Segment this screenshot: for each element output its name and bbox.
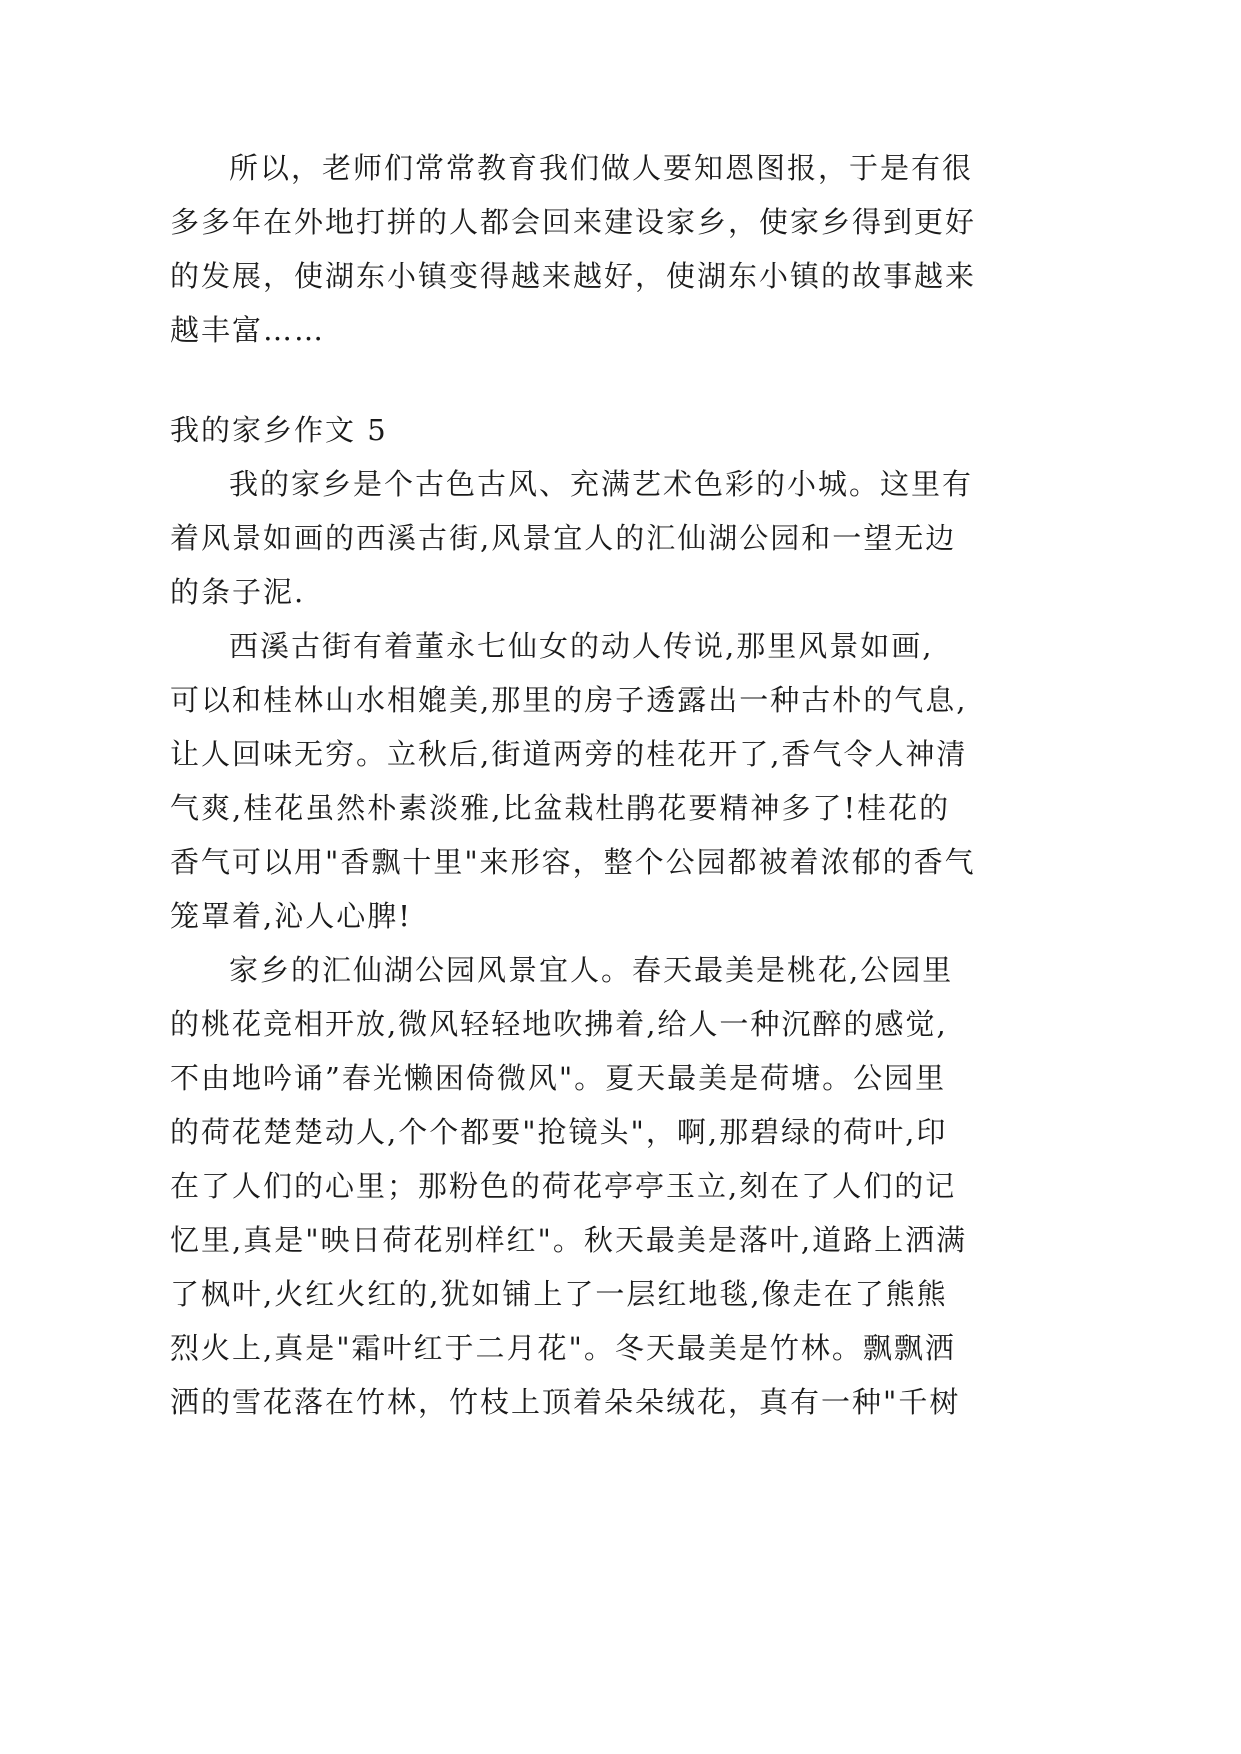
paragraph-1-line-2: 多多年在外地打拼的人都会回来建设家乡，使家乡得到更好	[170, 205, 977, 239]
paragraph-4-line-5: 在了人们的心里；那粉色的荷花亭亭玉立,刻在了人们的记	[170, 1169, 957, 1203]
paragraph-1-line-1: 所以，老师们常常教育我们做人要知恩图报，于是有很	[229, 151, 974, 185]
paragraph-2-line-3: 的条子泥.	[170, 575, 306, 609]
paragraph-4-line-9: 洒的雪花落在竹林，竹枝上顶着朵朵绒花，真有一种"千树	[170, 1385, 961, 1419]
paragraph-3-line-6: 笼罩着,沁人心脾!	[170, 899, 412, 933]
paragraph-4-line-7: 了枫叶,火红火红的,犹如铺上了一层红地毯,像走在了熊熊	[170, 1277, 948, 1311]
paragraph-2-line-2: 着风景如画的西溪古街,风景宜人的汇仙湖公园和一望无边	[170, 521, 957, 555]
paragraph-4-line-8: 烈火上,真是"霜叶红于二月花"。冬天最美是竹林。飘飘洒	[170, 1331, 956, 1365]
paragraph-1-line-4: 越丰富……	[170, 313, 326, 347]
paragraph-4-line-4: 的荷花楚楚动人,个个都要"抢镜头"，啊,那碧绿的荷叶,印	[170, 1115, 948, 1149]
paragraph-3-line-5: 香气可以用"香飘十里"来形容，整个公园都被着浓郁的香气	[170, 845, 976, 879]
paragraph-2-line-1: 我的家乡是个古色古风、充满艺术色彩的小城。这里有	[229, 467, 974, 501]
paragraph-4-line-2: 的桃花竞相开放,微风轻轻地吹拂着,给人一种沉醉的感觉,	[170, 1007, 948, 1041]
paragraph-3-line-3: 让人回味无穷。立秋后,街道两旁的桂花开了,香气令人神清	[170, 737, 968, 771]
paragraph-4-line-3: 不由地吟诵”春光懒困倚微风"。夏天最美是荷塘。公园里	[170, 1061, 947, 1095]
section-title: 我的家乡作文 5	[170, 413, 388, 447]
paragraph-4-line-1: 家乡的汇仙湖公园风景宜人。春天最美是桃花,公园里	[229, 953, 954, 987]
paragraph-1-line-3: 的发展，使湖东小镇变得越来越好，使湖东小镇的故事越来	[170, 259, 977, 293]
paragraph-3-line-2: 可以和桂林山水相媲美,那里的房子透露出一种古朴的气息,	[170, 683, 968, 717]
paragraph-3-line-4: 气爽,桂花虽然朴素淡雅,比盆栽杜鹃花要精神多了!桂花的	[170, 791, 951, 825]
paragraph-3-line-1: 西溪古街有着董永七仙女的动人传说,那里风景如画,	[229, 629, 934, 663]
paragraph-4-line-6: 忆里,真是"映日荷花别样红"。秋天最美是落叶,道路上洒满	[170, 1223, 968, 1257]
